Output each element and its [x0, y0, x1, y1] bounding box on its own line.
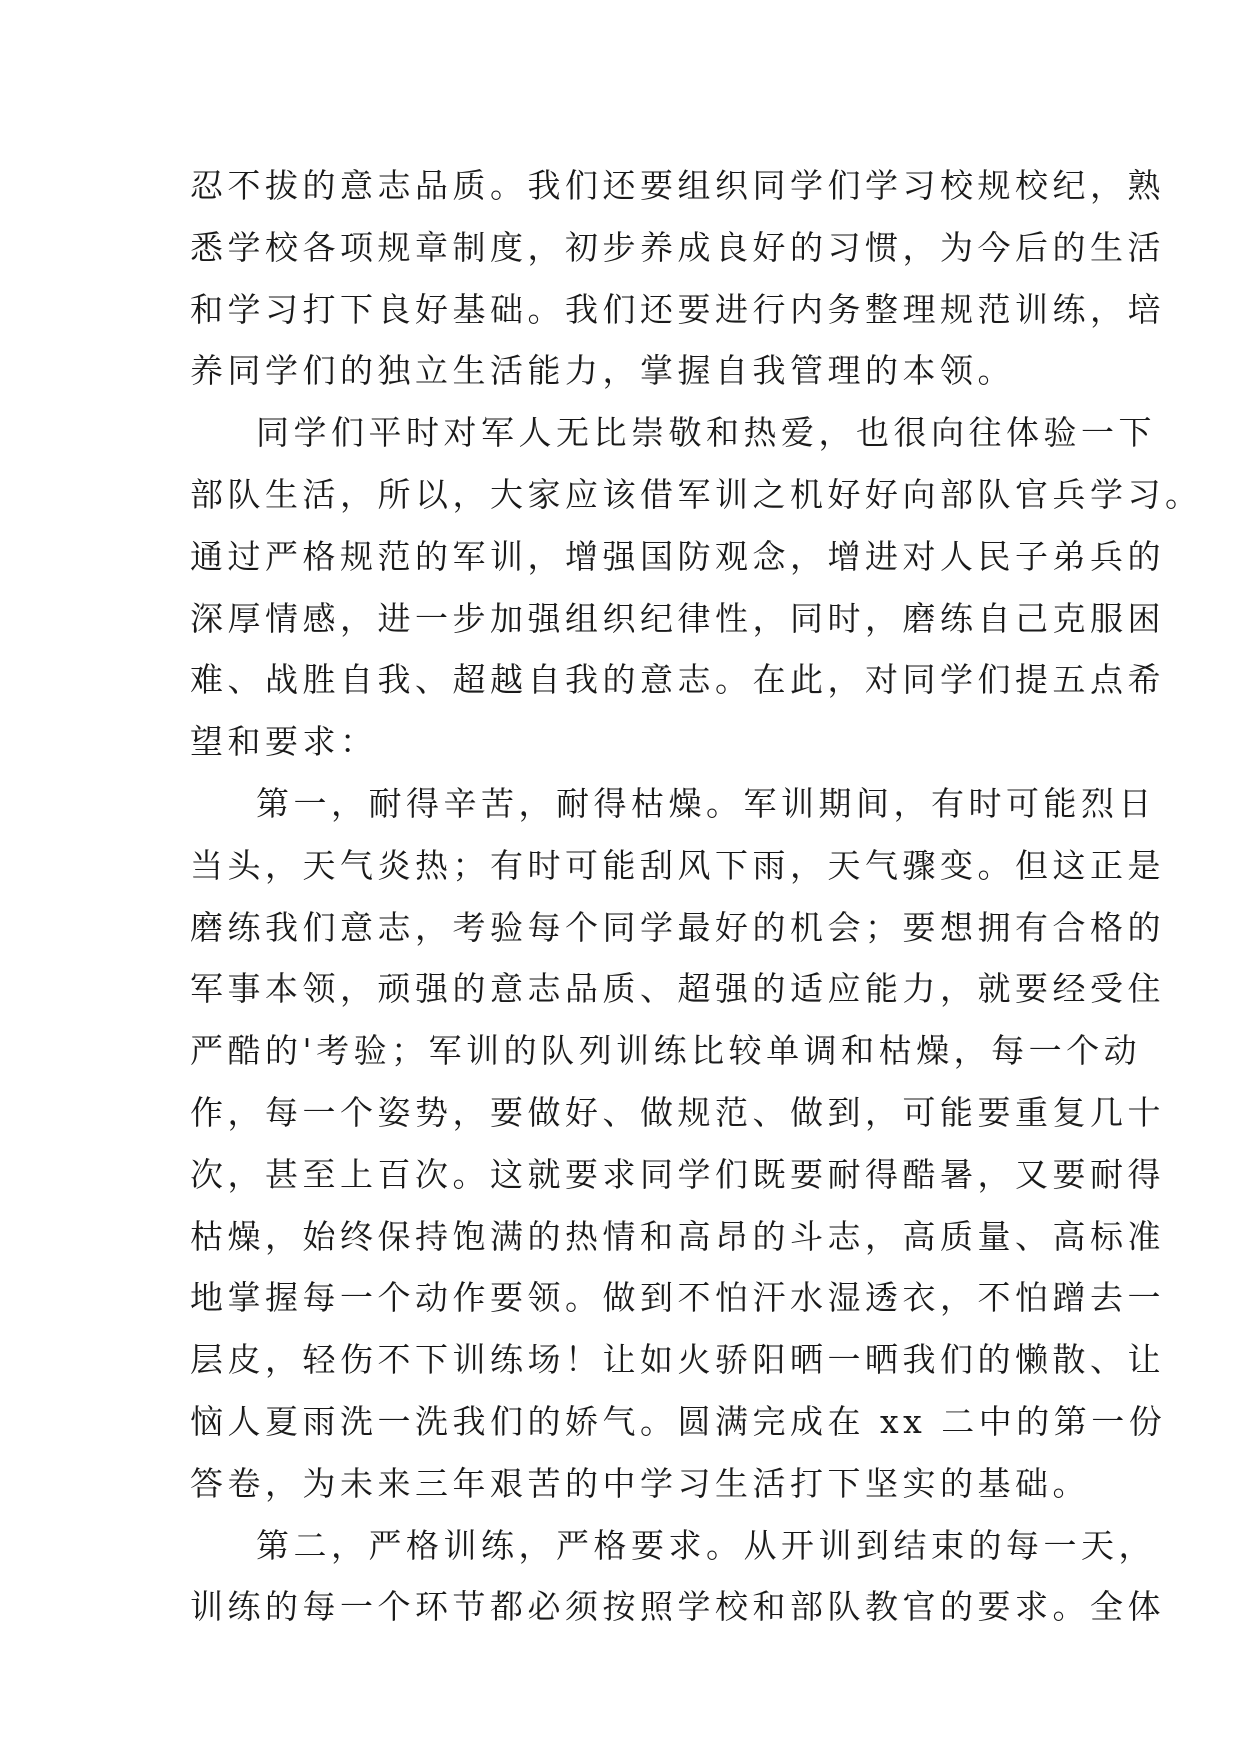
text-line: 忍不拔的意志品质。我们还要组织同学们学习校规校纪，熟: [190, 166, 1165, 205]
body-text: [190, 155, 1203, 1638]
text-line: 训练的每一个环节都必须按照学校和部队教官的要求。全体: [190, 1587, 1165, 1627]
paragraph-first-line: 第二，严格训练，严格要求。从开训到结束的每一天，: [256, 1525, 1156, 1565]
text-line: 严酷的'考验；军训的队列训练比较单调和枯燥，每一个动: [190, 1031, 1142, 1071]
text-line: 当头，天气炎热；有时可能刮风下雨，天气骤变。但这正是: [190, 845, 1165, 885]
paragraph-first-line: 同学们平时对军人无比崇敬和热爱，也很向往体验一下: [256, 413, 1156, 453]
text-line: 和学习打下良好基础。我们还要进行内务整理规范训练，培: [190, 289, 1165, 329]
text-line: 望和要求：: [190, 722, 378, 762]
paragraph-first-line: 第一，耐得辛苦，耐得枯燥。军训期间，有时可能烈日: [256, 783, 1156, 823]
text-line: 作，每一个姿势，要做好、做规范、做到，可能要重复几十: [190, 1092, 1165, 1132]
text-line: 通过严格规范的军训，增强国防观念，增进对人民子弟兵的: [190, 536, 1165, 576]
text-line: 恼人夏雨洗一洗我们的娇气。圆满完成在 xx 二中的第一份: [190, 1401, 1167, 1441]
text-line: 枯燥，始终保持饱满的热情和高昂的斗志，高质量、高标准: [190, 1216, 1165, 1256]
text-line: 深厚情感，进一步加强组织纪律性，同时，磨练自己克服困: [190, 598, 1165, 638]
text-line: 磨练我们意志，考验每个同学最好的机会；要想拥有合格的: [190, 907, 1165, 947]
text-line: 悉学校各项规章制度，初步养成良好的习惯，为今后的生活: [190, 227, 1165, 267]
text-line: 难、战胜自我、超越自我的意志。在此，对同学们提五点希: [190, 660, 1165, 700]
text-line: 军事本领，顽强的意志品质、超强的适应能力，就要经受住: [190, 969, 1165, 1009]
text-line: 答卷，为未来三年艰苦的中学习生活打下坚实的基础。: [190, 1463, 1090, 1503]
text-line: 地掌握每一个动作要领。做到不怕汗水湿透衣，不怕蹭去一: [190, 1278, 1165, 1318]
text-line: 次，甚至上百次。这就要求同学们既要耐得酷暑，又要耐得: [190, 1154, 1165, 1194]
text-line: 养同学们的独立生活能力，掌握自我管理的本领。: [190, 351, 1015, 391]
text-line: 层皮，轻伤不下训练场！让如火骄阳晒一晒我们的懒散、让: [190, 1340, 1165, 1380]
text-line: 部队生活，所以，大家应该借军训之机好好向部队官兵学习。: [190, 474, 1203, 514]
